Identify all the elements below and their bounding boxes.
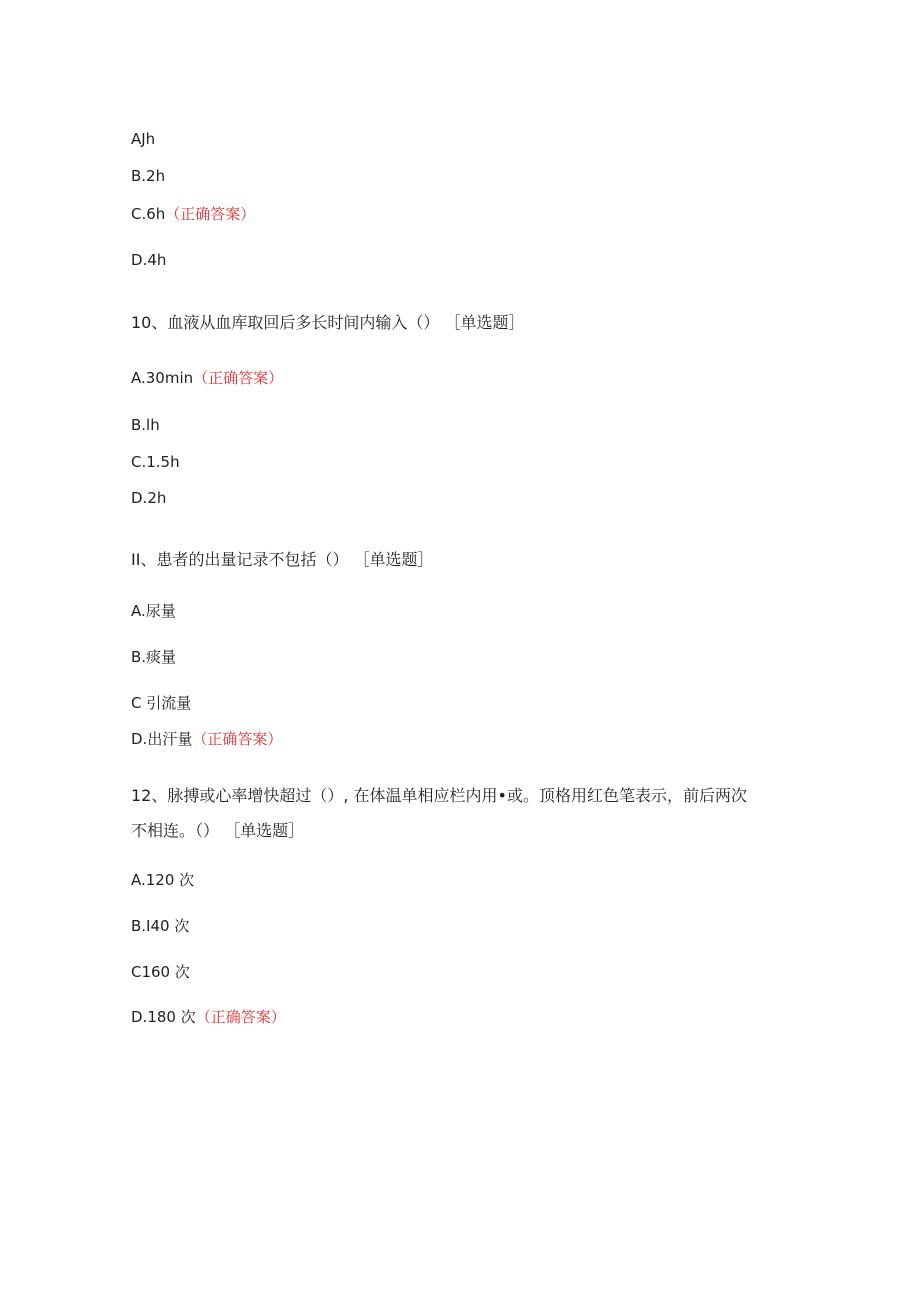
option-text: D.2h	[131, 489, 167, 507]
option-q10-d	[131, 488, 166, 508]
option-q9-a	[131, 129, 155, 149]
option-text: AJh	[131, 130, 156, 148]
option-text: D.180 次	[131, 1008, 196, 1026]
question-10-stem: 10、血液从血库取回后多长时间内输入（） ［单选题］	[131, 313, 525, 332]
option-q10-c	[131, 452, 180, 472]
option-text: C.1.5h	[131, 453, 180, 471]
option-q12-a	[131, 870, 194, 890]
option-text: A.120 次	[131, 871, 195, 889]
option-text: C160 次	[131, 963, 190, 981]
option-text: B.痰量	[131, 648, 177, 666]
option-q10-b	[131, 415, 160, 435]
option-text: C.6h	[131, 205, 166, 223]
option-text: C 引流量	[131, 694, 192, 712]
question-12-stem-line1: 12、脉搏或心率增快超过（）, 在体温单相应栏内用•或。顶格用红色笔表示，前后两次	[131, 786, 747, 805]
correct-answer-mark: （正确答案）	[193, 369, 284, 387]
option-text: B.2h	[131, 167, 166, 185]
correct-answer-mark: （正确答案）	[192, 730, 283, 748]
option-q11-a	[131, 601, 176, 621]
option-q10-a	[131, 368, 283, 388]
option-q9-d	[131, 250, 166, 270]
option-q9-c	[131, 204, 255, 224]
option-text: B.I40 次	[131, 917, 190, 935]
option-q12-c	[131, 962, 190, 982]
correct-answer-mark: （正确答案）	[195, 1008, 286, 1026]
option-text: A.尿量	[131, 602, 176, 620]
question-12-stem-line2: 不相连。（） ［单选题］	[131, 821, 305, 840]
correct-answer-mark: （正确答案）	[165, 205, 256, 223]
option-q11-b	[131, 647, 176, 667]
option-text: D.出汗量	[131, 730, 193, 748]
option-q9-b	[131, 166, 165, 186]
option-text: D.4h	[131, 251, 167, 269]
option-q12-d	[131, 1007, 286, 1027]
question-11-stem: II、患者的出量记录不包括（） ［单选题］	[131, 550, 434, 569]
option-q11-d	[131, 729, 282, 749]
option-q12-b	[131, 916, 189, 936]
option-q11-c	[131, 693, 191, 713]
option-text: A.30min	[131, 369, 194, 387]
option-text: B.lh	[131, 416, 160, 434]
